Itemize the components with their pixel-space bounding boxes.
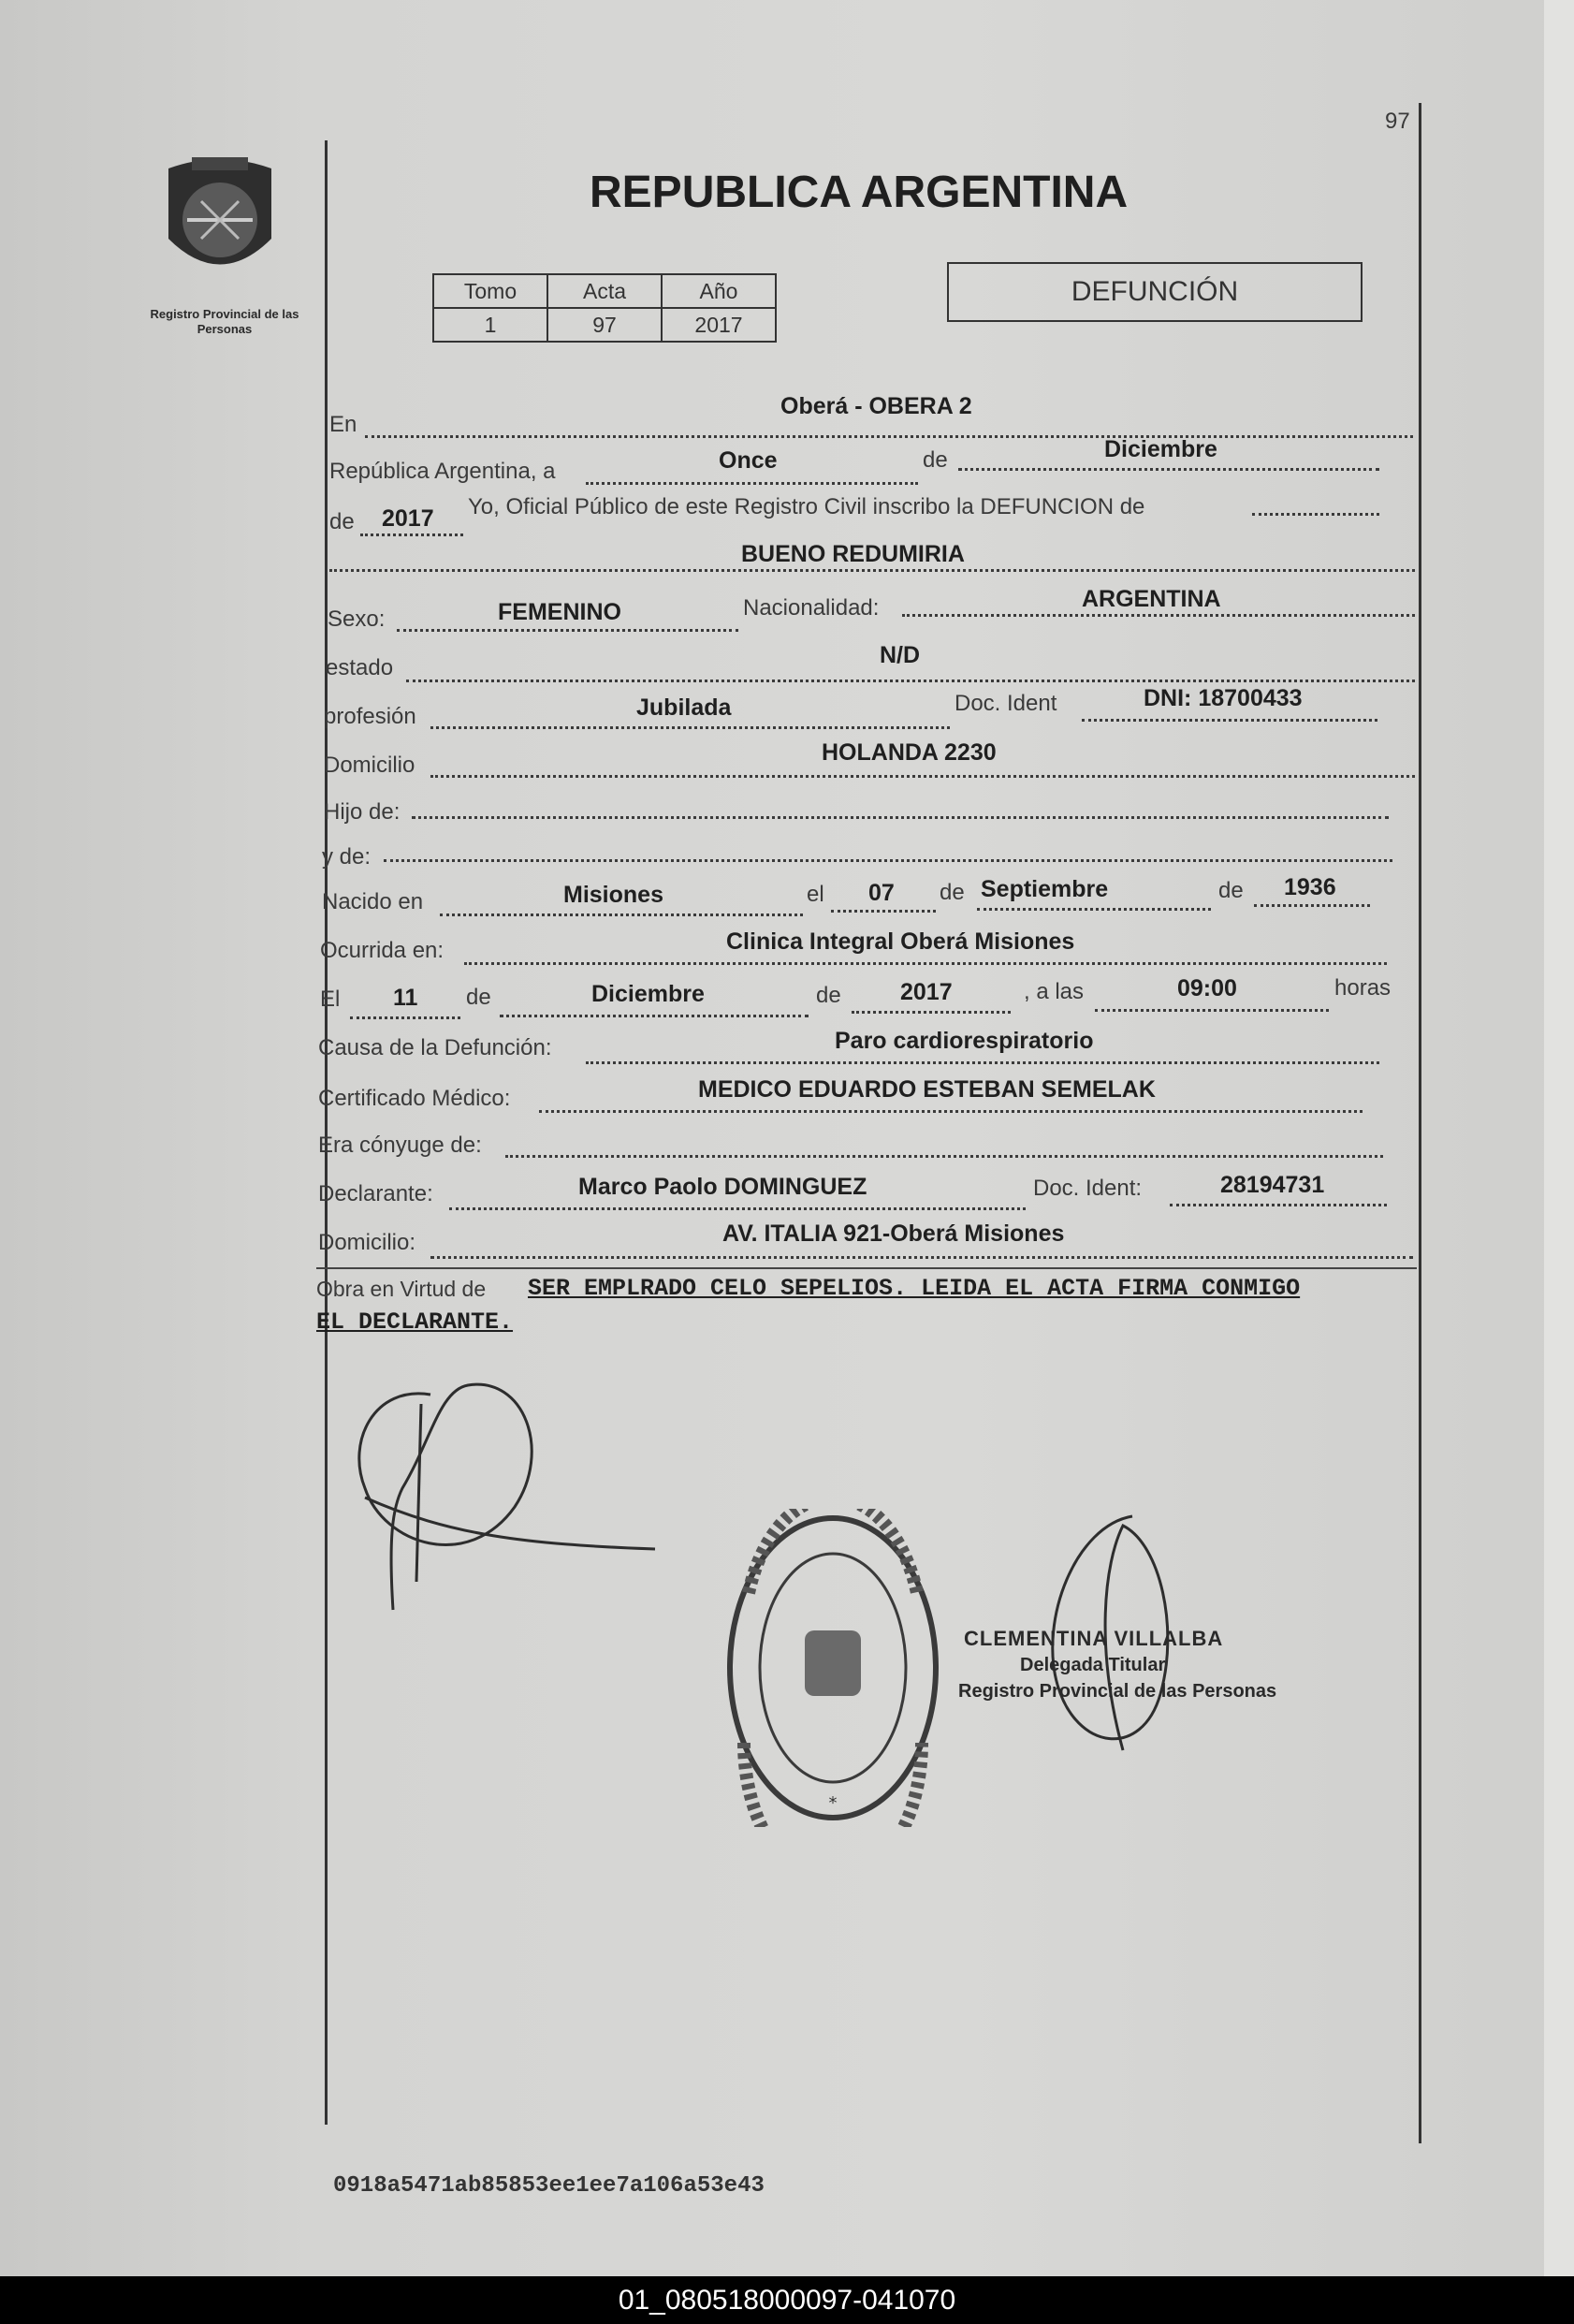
value-nacido-en: Misiones bbox=[563, 882, 663, 908]
dotted-line bbox=[902, 614, 1415, 617]
dotted-line bbox=[350, 1016, 460, 1019]
page-number: 97 bbox=[1385, 109, 1410, 134]
dotted-line bbox=[977, 908, 1211, 911]
dotted-line bbox=[397, 629, 738, 632]
dotted-line bbox=[406, 680, 1415, 682]
value-certificado: MEDICO EDUARDO ESTEBAN SEMELAK bbox=[698, 1076, 1156, 1103]
signatory-title: Delegada Titular bbox=[1020, 1655, 1166, 1675]
dotted-line bbox=[440, 914, 803, 916]
label-doc-ident: Doc. Ident: bbox=[1033, 1176, 1143, 1201]
value-obra-line2: EL DECLARANTE. bbox=[316, 1308, 514, 1336]
dotted-line bbox=[1095, 1009, 1329, 1012]
value-estado: N/D bbox=[880, 642, 921, 668]
value-declarante-domicilio: AV. ITALIA 921-Oberá Misiones bbox=[722, 1220, 1065, 1247]
label-declarante: Declarante: bbox=[318, 1181, 433, 1206]
value-def-mes: Diciembre bbox=[591, 981, 705, 1007]
dotted-line bbox=[430, 726, 950, 729]
label-de: de bbox=[940, 880, 965, 905]
value-nac-dia: 07 bbox=[868, 880, 895, 906]
table-cell: 1 bbox=[433, 308, 547, 342]
dotted-line bbox=[412, 816, 1389, 819]
value-mes: Diciembre bbox=[1104, 436, 1217, 462]
value-nac-mes: Septiembre bbox=[981, 876, 1109, 902]
table-cell: 2017 bbox=[662, 308, 776, 342]
label-el: el bbox=[807, 882, 824, 907]
label-de: de bbox=[466, 985, 491, 1010]
value-declarante-doc: 28194731 bbox=[1220, 1172, 1325, 1198]
dotted-line bbox=[500, 1015, 809, 1017]
value-domicilio: HOLANDA 2230 bbox=[822, 739, 997, 766]
label-ocurrida-en: Ocurrida en: bbox=[320, 938, 445, 963]
label-a-las: , a las bbox=[1024, 979, 1085, 1004]
divider bbox=[316, 1267, 1417, 1269]
footer-id-bar bbox=[0, 2276, 1574, 2324]
label-y-de: y de: bbox=[322, 844, 372, 870]
right-border bbox=[1419, 103, 1421, 2143]
label-profesion: profesión bbox=[324, 704, 416, 729]
value-ocurrida-en: Clinica Integral Oberá Misiones bbox=[726, 928, 1075, 955]
dotted-line bbox=[831, 910, 936, 913]
registry-name: Registro Provincial de las Personas bbox=[150, 307, 299, 336]
label-causa: Causa de la Defunción: bbox=[318, 1035, 552, 1060]
dotted-line bbox=[464, 962, 1387, 965]
table-header: Año bbox=[662, 274, 776, 308]
value-declarante: Marco Paolo DOMINGUEZ bbox=[578, 1174, 867, 1200]
label-domicilio: Domicilio bbox=[324, 753, 415, 778]
label-estado: estado bbox=[326, 655, 394, 680]
record-table bbox=[432, 273, 777, 343]
signatory-name: CLEMENTINA VILLALBA bbox=[964, 1627, 1224, 1650]
dotted-line bbox=[360, 533, 463, 536]
dotted-line bbox=[958, 468, 1379, 471]
page-title: REPUBLICA ARGENTINA bbox=[590, 168, 1129, 217]
label-nacido-en: Nacido en bbox=[322, 889, 424, 914]
dotted-line bbox=[449, 1207, 1026, 1210]
svg-text:*: * bbox=[828, 1793, 838, 1813]
label-conyuge: Era cónyuge de: bbox=[318, 1133, 482, 1158]
official-stamp bbox=[721, 1509, 945, 1827]
label-horas: horas bbox=[1334, 975, 1392, 1001]
label-doc-ident: Doc. Ident bbox=[955, 691, 1057, 716]
label-nacionalidad: Nacionalidad: bbox=[743, 595, 880, 621]
page-edge bbox=[1544, 0, 1574, 2276]
document-hash: 0918a5471ab85853ee1ee7a106a53e43 bbox=[333, 2173, 765, 2199]
label-hijo-de: Hijo de: bbox=[324, 799, 401, 825]
value-lugar: Oberá - OBERA 2 bbox=[780, 393, 972, 419]
label-yo: Yo, Oficial Público de este Registro Civil inscribo la DEFUNCION de bbox=[468, 494, 1145, 519]
label-en: En bbox=[329, 412, 357, 437]
dotted-line bbox=[1252, 513, 1379, 516]
dotted-line bbox=[1082, 719, 1377, 722]
label-de: de bbox=[1218, 878, 1244, 903]
value-obra-line1: SER EMPLRADO CELO SEPELIOS. LEIDA EL ACTA FIRMA CONMIGO bbox=[528, 1275, 1301, 1302]
label-domicilio: Domicilio: bbox=[318, 1230, 416, 1255]
label-de: de bbox=[923, 447, 948, 473]
value-def-dia: 11 bbox=[393, 985, 418, 1011]
dotted-line bbox=[586, 482, 918, 485]
value-nacionalidad: ARGENTINA bbox=[1082, 586, 1221, 612]
table-cell: 97 bbox=[547, 308, 662, 342]
value-def-hora: 09:00 bbox=[1177, 975, 1237, 1001]
dotted-line bbox=[329, 569, 1415, 572]
label-sexo: Sexo: bbox=[328, 607, 386, 632]
dotted-line bbox=[430, 1256, 1413, 1259]
dotted-line bbox=[505, 1155, 1383, 1158]
value-nombre: BUENO REDUMIRIA bbox=[741, 541, 965, 567]
dotted-line bbox=[430, 775, 1415, 778]
coat-of-arms-icon bbox=[154, 150, 285, 290]
dotted-line bbox=[365, 435, 1413, 438]
registry-seal bbox=[154, 150, 285, 290]
dotted-line bbox=[586, 1061, 1379, 1064]
value-sexo: FEMENINO bbox=[498, 599, 621, 625]
signatory-org: Registro Provincial de las Personas bbox=[958, 1681, 1277, 1702]
declarant-signature bbox=[337, 1367, 674, 1629]
table-header: Acta bbox=[547, 274, 662, 308]
dotted-line bbox=[1254, 904, 1370, 907]
value-causa: Paro cardiorespiratorio bbox=[835, 1028, 1094, 1054]
value-nac-anio: 1936 bbox=[1284, 874, 1336, 900]
label-certificado: Certificado Médico: bbox=[318, 1086, 511, 1111]
value-dia-letras: Once bbox=[719, 447, 778, 474]
label-el: El bbox=[320, 987, 341, 1012]
footer-id: 01_080518000097-041070 bbox=[618, 2285, 956, 2316]
dotted-line bbox=[852, 1011, 1011, 1014]
label-de: de bbox=[816, 983, 841, 1008]
table-header: Tomo bbox=[433, 274, 547, 308]
dotted-line bbox=[539, 1110, 1363, 1113]
value-def-anio: 2017 bbox=[900, 979, 953, 1005]
label-obra: Obra en Virtud de bbox=[316, 1277, 487, 1301]
value-dni: DNI: 18700433 bbox=[1144, 685, 1303, 711]
dotted-line bbox=[384, 859, 1392, 862]
dotted-line bbox=[1170, 1204, 1387, 1206]
label-de: de bbox=[329, 509, 355, 534]
label-republica: República Argentina, a bbox=[329, 459, 556, 484]
record-type-box: DEFUNCIÓN bbox=[947, 262, 1363, 322]
value-profesion: Jubilada bbox=[636, 694, 732, 721]
value-anio: 2017 bbox=[382, 505, 434, 532]
